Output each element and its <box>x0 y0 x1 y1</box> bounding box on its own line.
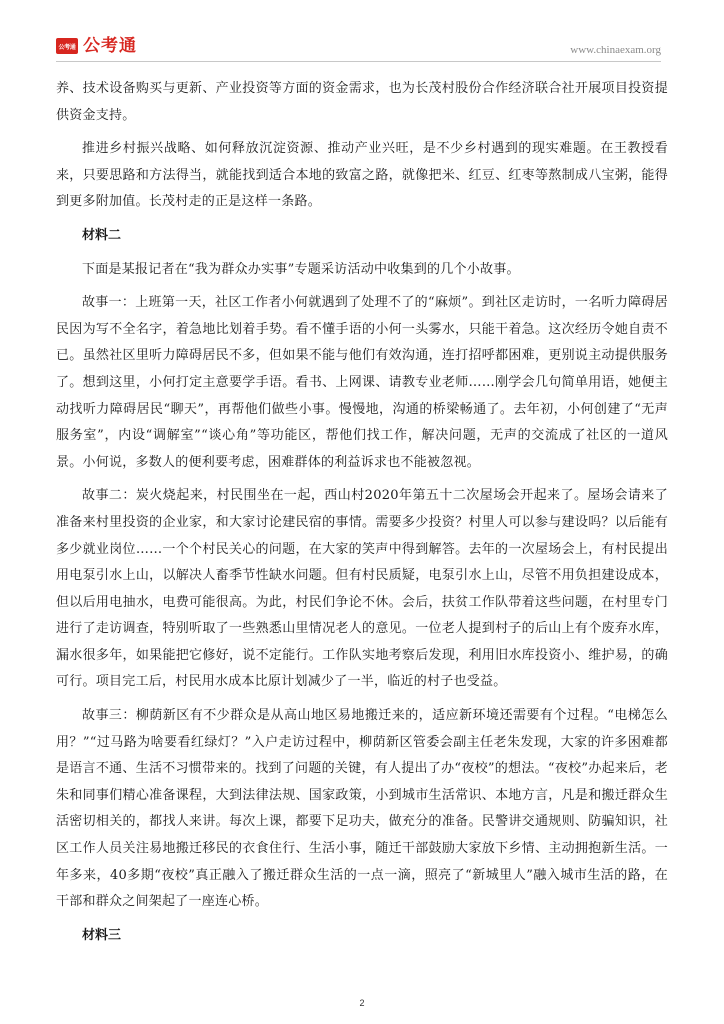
header-divider <box>56 61 661 62</box>
story-three-paragraph: 故事三：柳荫新区有不少群众是从高山地区易地搬迁来的，适应新环境还需要有个过程。“电梯怎么用？”“过马路为啥要看红绿灯？”入户走访过程中，柳荫新区管委会副主任老朱发现，大家的许多困难都是语言不通、生活不习惯带来的。找到了问题的关键，有人提出了办“夜校”的想法。“夜校”办起来后，老朱和同事们精心准备课程，大到法律法规、国家政策，小到城市生活常识、本地方言，凡是和搬迁群众生活密切相关的，都找人来讲。每次上课，都要下足功夫，做充分的准备。民警讲交通规则、防骗知识，社区工作人员关注易地搬迁移民的衣食住行、生活小事，随迁干部鼓励大家放下乡情、主动拥抱新生活。一年多来，40多期“夜校”真正融入了搬迁群众生活的一点一滴，照亮了“新城里人”融入城市生活的路，在干部和群众之间架起了一座连心桥。 <box>56 708 668 910</box>
story-one-paragraph: 故事一：上班第一天，社区工作者小何就遇到了处理不了的“麻烦”。到社区走访时，一名听力障碍居民因为写不全名字，着急地比划着手势。看不懂手语的小何一头雾水，只能干着急。这次经历令她自责不已。虽然社区里听力障碍居民不多，但如果不能与他们有效沟通，连打招呼都困难，更别说主动提供服务了。想到这里，小何打定主意要学手语。看书、上网课、请教专业老师……刚学会几句简单用语，她便主动找听力障碍居民“聊天”，再帮他们做些小事。慢慢地，沟通的桥梁畅通了。去年初，小何创建了“无声服务室”，内设“调解室”“谈心角”等功能区，帮他们找工作，解决问题，无声的交流成了社区的一道风景。小何说，多数人的便利要考虑，困难群体的利益诉求也不能被忽视。 <box>56 295 668 470</box>
document-body <box>56 76 668 949</box>
section-heading-material-2: 材料二 <box>82 227 122 243</box>
site-url[interactable]: www.chinaexam.org <box>570 44 661 56</box>
paragraph-continued: 养、技术设备购买与更新、产业投资等方面的资金需求，也为长茂村股份合作经济联合社开展项目投资提供资金支持。 <box>56 81 668 123</box>
paragraph: 推进乡村振兴战略、如何释放沉淀资源、推动产业兴旺，是不少乡村遇到的现实难题。在王教授看来，只要思路和方法得当，就能找到适合本地的致富之路，就像把米、红豆、红枣等熬制成八宝粥，能得到更多附加值。长茂村走的正是这样一条路。 <box>56 141 668 210</box>
page-number: 2 <box>359 998 365 1008</box>
page-header <box>0 0 724 64</box>
story-two-paragraph: 故事二：炭火烧起来，村民围坐在一起，西山村2020年第五十二次屋场会开起来了。屋场会请来了准备来村里投资的企业家，和大家讨论建民宿的事情。需要多少投资？村里人可以参与建设吗？以后能有多少就业岗位……一个个村民关心的问题，在大家的笑声中得到解答。去年的一次屋场会上，有村民提出用电泵引水上山，以解决人畜季节性缺水问题。但有村民质疑，电泵引水上山，尽管不用负担建设成本，但以后用电抽水，电费可能很高。为此，村民们争论不休。会后，扶贫工作队带着这些问题，在村里专门进行了走访调查，特别听取了一些熟悉山里情况老人的意见。一位老人提到村子的后山上有个废弃水库，漏水很多年，如果能把它修好，说不定能行。工作队实地考察后发现，利用旧水库投资小、维护易，的确可行。项目完工后，村民用水成本比原计划减少了一半，临近的村子也受益。 <box>56 488 668 690</box>
site-logo[interactable] <box>56 36 137 56</box>
section-heading-material-3: 材料三 <box>82 927 122 943</box>
logo-badge-icon: 公考通 <box>56 38 78 54</box>
logo-text: 公考通 <box>83 36 137 56</box>
paragraph: 下面是某报记者在“我为群众办实事”专题采访活动中收集到的几个小故事。 <box>82 261 520 277</box>
